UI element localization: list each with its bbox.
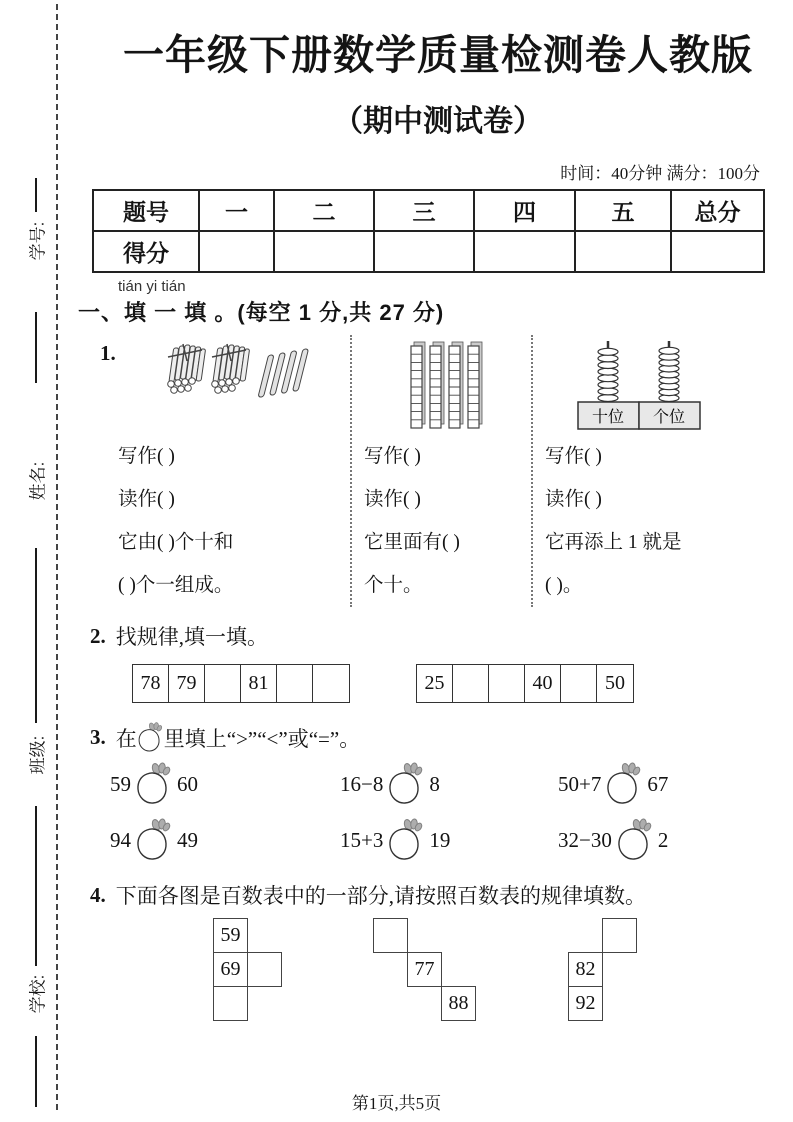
comparison-item <box>550 812 786 868</box>
comparison-item <box>328 756 550 812</box>
comparison-right: 60 <box>177 771 198 796</box>
fill-blank-line[interactable]: 它里面有( ) <box>364 532 460 553</box>
fill-blank-line[interactable]: 写作( ) <box>364 446 421 467</box>
time-score-note: 时间：40分钟 满分：100分 <box>560 164 760 183</box>
page-number: 第1页,共5页 <box>351 1094 442 1113</box>
fill-blank-line[interactable]: ( )。 <box>545 575 583 596</box>
question-1-col-sticks <box>90 335 350 607</box>
sequence-cell-blank[interactable] <box>489 665 525 702</box>
student-id-label: 学号: <box>28 221 48 261</box>
radish-answer-icon[interactable] <box>387 817 425 863</box>
score-table-header: 二 <box>274 190 374 231</box>
question-2-heading <box>90 621 786 651</box>
student-name-label: 姓名: <box>28 461 48 501</box>
fill-blank-line[interactable]: 读作( ) <box>545 489 602 510</box>
question-number: 3. <box>90 725 106 749</box>
class-label: 班级: <box>28 735 48 775</box>
radish-answer-icon[interactable] <box>616 817 654 863</box>
comparison-left: 32−30 <box>558 827 612 852</box>
question-1-col3-lines <box>545 435 784 607</box>
write-line <box>35 178 37 212</box>
section-one-heading: 一、填 一 填 。(每空 1 分,共 27 分) <box>78 300 445 325</box>
score-cell[interactable] <box>199 231 274 272</box>
tens-place-label: 十位 <box>591 409 625 426</box>
write-line <box>35 548 37 723</box>
page-title: 一年级下册数学质量检测卷人教版 <box>123 32 753 78</box>
score-cell[interactable] <box>374 231 474 272</box>
comparison-right: 2 <box>657 827 669 852</box>
radish-answer-icon[interactable] <box>135 817 173 863</box>
write-line <box>35 312 37 383</box>
comparison-item <box>90 756 328 812</box>
write-line <box>35 806 37 966</box>
base-ten-rods-graphic <box>362 339 531 435</box>
question-1-col-rods <box>350 335 533 607</box>
question-1-col2-lines <box>364 435 531 607</box>
sequence-cell-blank[interactable] <box>277 665 313 702</box>
question-3-items <box>90 756 786 868</box>
pinyin-annotation: tián yi tián <box>118 278 186 295</box>
score-table-header: 一 <box>199 190 274 231</box>
score-row-label: 得分 <box>93 231 199 272</box>
chart-cell-blank[interactable] <box>602 918 637 953</box>
comparison-right: 49 <box>177 827 198 852</box>
sequence-cell-blank[interactable] <box>453 665 489 702</box>
sequence-cell: 25 <box>417 665 453 702</box>
fill-blank-line[interactable]: 读作( ) <box>118 489 175 510</box>
sequence-cell: 79 <box>169 665 205 702</box>
stick-bundles-graphic <box>90 339 350 435</box>
question-1-col-abacus <box>533 335 784 607</box>
comparison-right: 8 <box>429 771 440 796</box>
fill-blank-line[interactable]: 个十。 <box>364 575 423 596</box>
dashed-cut-line <box>56 4 58 1110</box>
comparison-item <box>90 812 328 868</box>
page-subtitle: （期中测试卷） <box>333 105 543 138</box>
score-table-header: 总分 <box>671 190 764 231</box>
chart-cell: 69 <box>213 952 248 987</box>
question-2-text: 找规律,填一填。 <box>115 625 268 649</box>
radish-answer-icon[interactable] <box>135 761 173 807</box>
question-number: 1. <box>100 341 116 365</box>
ones-place-label: 个位 <box>652 409 686 426</box>
question-1-col1-lines <box>118 435 350 607</box>
sequence-cell: 78 <box>133 665 169 702</box>
base-ten-rods-icon <box>410 341 490 433</box>
score-cell[interactable] <box>575 231 671 272</box>
question-number: 4. <box>90 882 106 907</box>
chart-cell-blank[interactable] <box>247 952 282 987</box>
sequence-cell-blank[interactable] <box>561 665 597 702</box>
score-table-header: 三 <box>374 190 474 231</box>
sequence-cell-blank[interactable] <box>205 665 241 702</box>
radish-answer-icon[interactable] <box>387 761 425 807</box>
number-sequence-strip <box>132 664 350 703</box>
comparison-left: 59 <box>110 771 131 796</box>
score-cell[interactable] <box>274 231 374 272</box>
question-2-strips <box>90 664 786 703</box>
sequence-cell: 40 <box>525 665 561 702</box>
paper-content <box>78 0 786 1030</box>
comparison-left: 50+7 <box>558 771 602 796</box>
fill-blank-line[interactable]: 写作( ) <box>118 446 175 467</box>
chart-cell: 82 <box>568 952 603 987</box>
score-table-header: 题号 <box>93 190 199 231</box>
comparison-right: 19 <box>429 827 451 852</box>
comparison-left: 16−8 <box>340 771 384 796</box>
score-table-header: 五 <box>575 190 671 231</box>
chart-cell-blank[interactable] <box>213 986 248 1021</box>
radish-icon <box>137 721 164 754</box>
comparison-left: 94 <box>110 827 131 852</box>
comparison-item <box>328 812 550 868</box>
comparison-right: 67 <box>647 771 669 796</box>
score-cell[interactable] <box>474 231 575 272</box>
fill-blank-line[interactable]: 读作( ) <box>364 489 421 510</box>
chart-cell: 59 <box>213 918 248 953</box>
comparison-left: 15+3 <box>340 827 384 852</box>
fill-blank-line[interactable]: 它由( )个十和 <box>118 532 234 553</box>
stick-bundles-icon <box>162 339 314 413</box>
number-sequence-strip <box>416 664 634 703</box>
comparison-item <box>550 756 786 812</box>
question-3-text-before: 在 <box>115 726 137 751</box>
question-3-text-after: 里填上“>”“<”或“=”。 <box>163 726 361 751</box>
abacus-graphic <box>543 339 784 435</box>
score-table-header: 四 <box>474 190 575 231</box>
question-4-text: 下面各图是百数表中的一部分,请按照百数表的规律填数。 <box>115 884 646 908</box>
radish-answer-icon[interactable] <box>605 761 643 807</box>
sequence-cell: 50 <box>605 672 625 694</box>
school-label: 学校: <box>28 974 48 1014</box>
chart-cell: 77 <box>407 952 442 987</box>
abacus-icon <box>575 339 703 433</box>
question-4-heading <box>90 880 786 910</box>
sequence-cell-blank[interactable] <box>313 665 349 702</box>
sequence-cell: 81 <box>241 665 277 702</box>
score-cell[interactable] <box>671 231 764 272</box>
fill-blank-line[interactable]: 写作( ) <box>545 446 602 467</box>
question-1 <box>90 335 786 607</box>
fill-blank-line[interactable]: ( )个一组成。 <box>118 575 234 596</box>
score-table <box>92 189 765 273</box>
question-4-figures <box>90 918 786 1030</box>
chart-cell: 92 <box>568 986 603 1021</box>
question-3-heading <box>90 721 786 754</box>
question-number: 2. <box>90 623 106 648</box>
chart-cell: 88 <box>441 986 476 1021</box>
chart-cell-blank[interactable] <box>373 918 408 953</box>
fill-blank-line: 它再添上 1 就是 <box>545 532 682 553</box>
